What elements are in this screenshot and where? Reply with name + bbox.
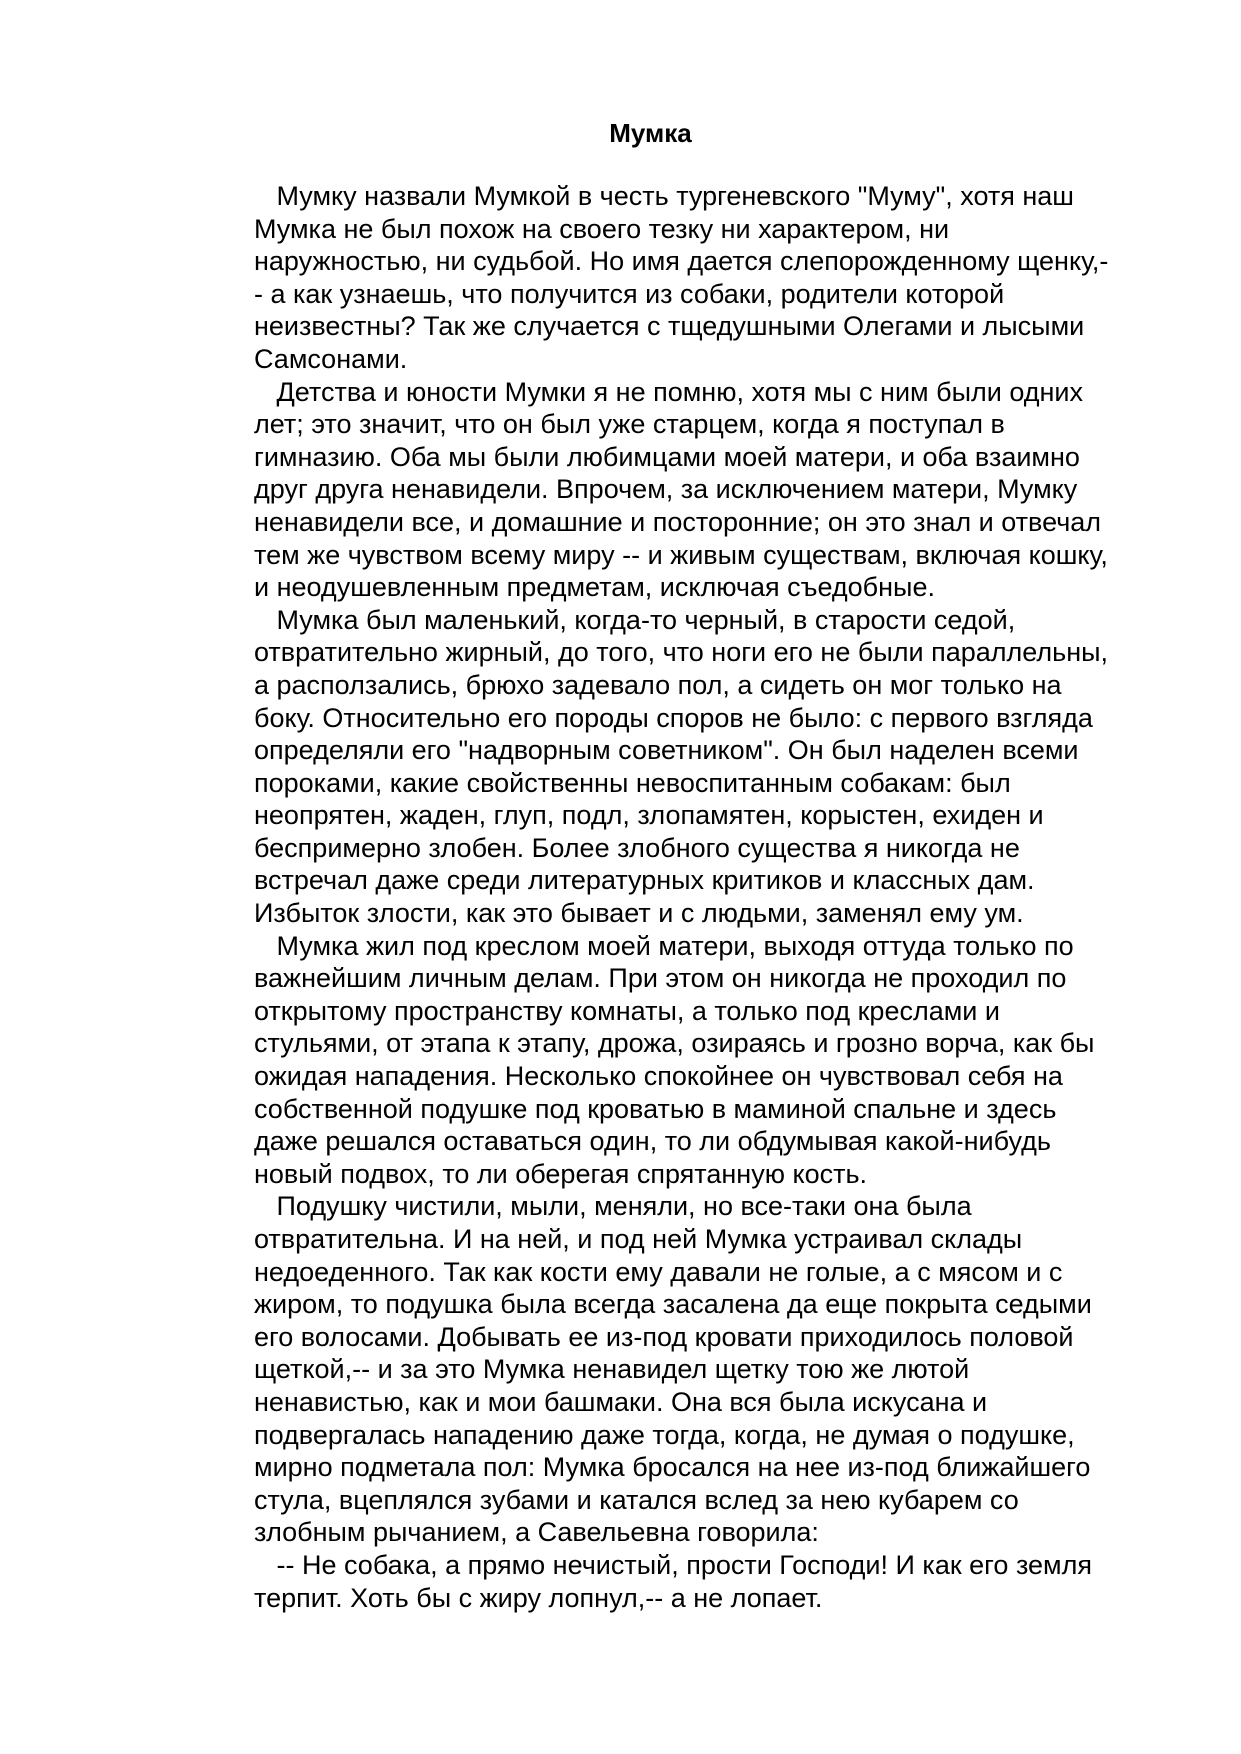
paragraph [254, 1190, 1159, 1549]
text-line: неизвестны? Так же случается с тщедушными Олегами и лысыми [254, 311, 1085, 342]
text-line: Избыток злости, как это бывает и с людьми, заменял ему ум. [254, 898, 1024, 929]
text-line: подвергалась нападению даже тогда, когда, не думая о подушке, [254, 1419, 1075, 1450]
paragraph [254, 930, 1159, 1191]
text-line: Мумка не был похож на своего тезку ни характером, ни [254, 213, 950, 244]
text-line: неопрятен, жаден, глуп, подл, злопамятен, корыстен, ехиден и [254, 800, 1044, 831]
text-line: жиром, то подушка была всегда засалена да еще покрыта седыми [254, 1289, 1092, 1320]
text-line: ожидая нападения. Несколько спокойнее он чувствовал себя на [254, 1061, 1063, 1092]
text-line: - а как узнаешь, что получится из собаки, родители которой [254, 278, 1005, 309]
text-line: собственной подушке под кроватью в маминой спальне и здесь [254, 1093, 1057, 1124]
text-line: боку. Относительно его породы споров не было: с первого взгляда [254, 702, 1093, 733]
text-line: и неодушевленным предметам, исключая съедобные. [254, 572, 935, 603]
paragraph [254, 1549, 1159, 1614]
text-line: беспримерно злобен. Более злобного существа я никогда не [254, 832, 1020, 863]
text-line: Мумка жил под креслом моей матери, выходя оттуда только по [254, 930, 1074, 961]
text-line: Мумка был маленький, когда-то черный, в старости седой, [254, 604, 1016, 635]
text-line: отвратительна. И на ней, и под ней Мумка устраивал склады [254, 1224, 1023, 1254]
text-line: -- Не собака, а прямо нечистый, прости Господи! И как его земля [254, 1549, 1092, 1580]
text-line: мирно подметала пол: Мумка бросался на нее из-под ближайшего [254, 1452, 1091, 1483]
text-line: недоеденного. Так как кости ему давали не голые, а с мясом и с [254, 1256, 1063, 1287]
text-line: стульями, от этапа к этапу, дрожа, озираясь и грозно ворча, как бы [254, 1028, 1095, 1059]
text-line: а расползались, брюхо задевало пол, а сидеть он мог только на [254, 669, 1062, 700]
text-line: Самсонами. [254, 343, 408, 374]
text-line: открытому пространству комнаты, а только под креслами и [254, 995, 1000, 1026]
text-line: пороками, какие свойственны невоспитанным собакам: был [254, 767, 1011, 798]
paragraph [254, 376, 1159, 604]
text-line: гимназию. Оба мы были любимцами моей матери, и оба взаимно [254, 441, 1080, 472]
text-line: злобным рычанием, а Савельевна говорила: [254, 1517, 819, 1548]
paragraph [254, 180, 1159, 376]
text-line: стула, вцеплялся зубами и катался вслед за нею кубарем со [254, 1484, 1019, 1515]
text-line: ненавистью, как и мои башмаки. Она вся была искусана и [254, 1386, 988, 1417]
text-line: Подушку чистили, мыли, меняли, но все-таки она была [254, 1191, 972, 1222]
paragraph [254, 604, 1159, 930]
text-line: встречал даже среди литературных критиков и классных дам. [254, 865, 1035, 896]
text-line: определяли его "надворным советником". Он был наделен всеми [254, 735, 1079, 766]
text-line: тем же чувством всему миру -- и живым существам, включая кошку, [254, 539, 1108, 570]
page-title: Мумка [609, 118, 692, 148]
text-line: ненавидели все, и домашние и посторонние; он это знал и отвечал [254, 506, 1102, 537]
text-line: терпит. Хоть бы с жиру лопнул,-- а не лопает. [254, 1582, 823, 1613]
text-line: важнейшим личным делам. При этом он никогда не проходил по [254, 963, 1067, 994]
text-line: его волосами. Добывать ее из-под кровати приходилось половой [254, 1321, 1074, 1352]
text-line: наружностью, ни судьбой. Но имя дается слепорожденному щенку,- [254, 246, 1109, 277]
text-line: лет; это значит, что он был уже старцем, когда я поступал в [254, 409, 1005, 440]
text-line: даже решался оставаться один, то ли обдумывая какой-нибудь [254, 1126, 1051, 1157]
text-line: новый подвох, то ли оберегая спрятанную кость. [254, 1158, 868, 1189]
text-line: Детства и юности Мумки я не помню, хотя мы с ним были одних [254, 376, 1083, 407]
text-line: Мумку назвали Мумкой в честь тургеневского "Муму", хотя наш [254, 181, 1074, 211]
text-line: щеткой,-- и за это Мумка ненавидел щетку тою же лютой [254, 1354, 970, 1385]
story-text [254, 180, 1159, 1614]
text-line: отвратительно жирный, до того, что ноги его не были параллельны, [254, 637, 1109, 668]
text-line: друг друга ненавидели. Впрочем, за исключением матери, Мумку [254, 474, 1078, 505]
